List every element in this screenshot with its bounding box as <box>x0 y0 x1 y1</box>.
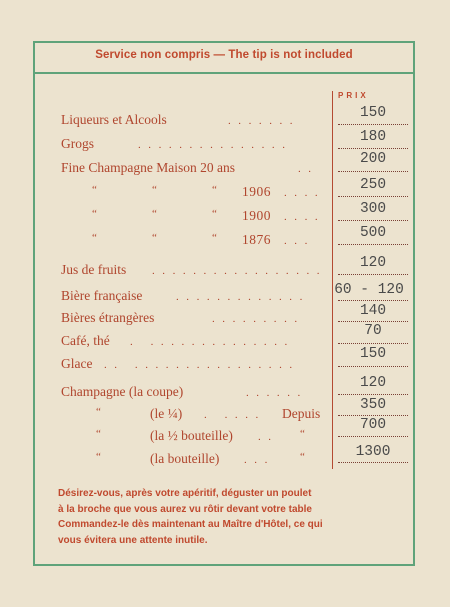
footer-line: vous évitera une attente inutile. <box>58 534 208 546</box>
item-champagne-quart-price: 350 <box>359 397 387 413</box>
item-champagne-bouteille-price: 1300 <box>355 444 391 460</box>
footer-note <box>58 486 394 548</box>
ditto-mark: “ <box>92 232 97 244</box>
price-dots <box>338 415 408 416</box>
ditto-mark: “ <box>152 184 157 196</box>
item-champagne-demi-price: 700 <box>359 417 387 433</box>
item-champagne-quart-label: (le ¼) <box>150 406 183 421</box>
ditto-mark: “ <box>96 406 101 418</box>
item-fine-champagne-label: Fine Champagne Maison 20 ans <box>61 160 235 175</box>
item-champagne-coupe-price: 120 <box>359 375 387 391</box>
footer-line: Désirez-vous, après votre apéritif, déguster un poulet <box>58 488 312 499</box>
item-1876-price: 500 <box>359 225 387 241</box>
ditto-mark: “ <box>96 428 101 440</box>
price-dots <box>338 196 408 197</box>
ditto-mark: “ <box>92 208 97 220</box>
item-1876-year: 1876 <box>242 232 271 247</box>
footer-line: Commandez-le dès maintenant au Maître d'Hôtel, ce qui <box>58 519 323 530</box>
price-dots <box>338 394 408 395</box>
ditto-mark: “ <box>212 208 217 220</box>
service-notice: Service non compris — The tip is not included <box>95 49 353 61</box>
ditto-mark: “ <box>300 451 305 463</box>
leader-dots: . . . <box>244 454 270 466</box>
item-bieres-etrangeres-price: 140 <box>359 303 387 319</box>
leader-dots: . . . . <box>284 187 321 199</box>
item-biere-francaise-price: 60 - 120 <box>334 282 404 298</box>
item-cafe-the-price: 70 <box>364 323 382 339</box>
leader-dots: . . . . . <box>204 409 261 421</box>
item-champagne-bouteille-label: (la bouteille) <box>150 451 220 466</box>
leader-dots: . . . <box>284 235 310 247</box>
item-jus-de-fruits-price: 120 <box>359 255 387 271</box>
footer-line: à la broche que vous aurez vu rôtir devant votre table <box>58 503 312 515</box>
leader-dots: . . . . . . . . . . . . . <box>176 291 305 303</box>
price-dots <box>338 343 408 344</box>
price-dots <box>338 436 408 437</box>
leader-dots: . . . . . . . <box>228 115 295 127</box>
ditto-mark: “ <box>212 184 217 196</box>
item-liqueurs-price: 150 <box>359 105 387 121</box>
item-1906-price: 250 <box>359 177 387 193</box>
item-cafe-the-label: Café, thé <box>61 333 110 348</box>
price-dots <box>338 124 408 125</box>
item-jus-de-fruits-label: Jus de fruits <box>61 262 127 277</box>
ditto-mark: “ <box>212 232 217 244</box>
leader-dots: . . . . . . . . . . . . . . . . . <box>152 265 322 277</box>
price-dots <box>338 300 408 301</box>
item-fine-champagne-price: 200 <box>359 151 387 167</box>
item-liqueurs-label: Liqueurs et Alcools <box>61 112 167 127</box>
leader-dots: . . <box>298 163 314 175</box>
price-dots <box>338 148 408 149</box>
item-champagne-demi-label: (la ½ bouteille) <box>150 428 233 443</box>
header-divider <box>33 72 415 74</box>
item-1900-year: 1900 <box>242 208 271 223</box>
price-dots <box>338 220 408 221</box>
item-1900-price: 300 <box>359 201 387 217</box>
leader-dots: . . . . . . . . . . . . . . . <box>138 139 288 151</box>
leader-dots: . . . . . . . . . . . . . . . . . . <box>104 359 295 371</box>
ditto-mark: “ <box>96 451 101 463</box>
leader-dots: . . . . . . <box>246 387 303 399</box>
ditto-mark: “ <box>92 184 97 196</box>
leader-dots: . . . . . . . . . <box>212 313 300 325</box>
price-column-header: PRIX <box>338 91 369 100</box>
item-glace-price: 150 <box>359 346 387 362</box>
item-biere-francaise-label: Bière française <box>61 288 143 303</box>
item-1906-year: 1906 <box>242 184 271 199</box>
price-dots <box>338 321 408 322</box>
item-glace-label: Glace <box>61 356 93 371</box>
leader-dots: . . . . . . . . . . . . . . . <box>130 336 290 348</box>
ditto-mark: “ <box>152 208 157 220</box>
price-dots <box>338 244 408 245</box>
ditto-mark: “ <box>152 232 157 244</box>
item-champagne-coupe-label: Champagne (la coupe) <box>61 384 184 399</box>
item-grogs-price: 180 <box>359 129 387 145</box>
price-dots <box>338 462 408 463</box>
item-bieres-etrangeres-label: Bières étrangères <box>61 310 155 325</box>
price-dots <box>338 274 408 275</box>
item-grogs-label: Grogs <box>61 136 94 151</box>
price-dots <box>338 366 408 367</box>
price-column-divider <box>332 91 333 469</box>
leader-dots: . . <box>258 431 274 443</box>
price-dots <box>338 171 408 172</box>
leader-dots: . . . . <box>284 211 321 223</box>
ditto-mark: “ <box>300 428 305 440</box>
depuis-label: Depuis <box>282 406 321 421</box>
